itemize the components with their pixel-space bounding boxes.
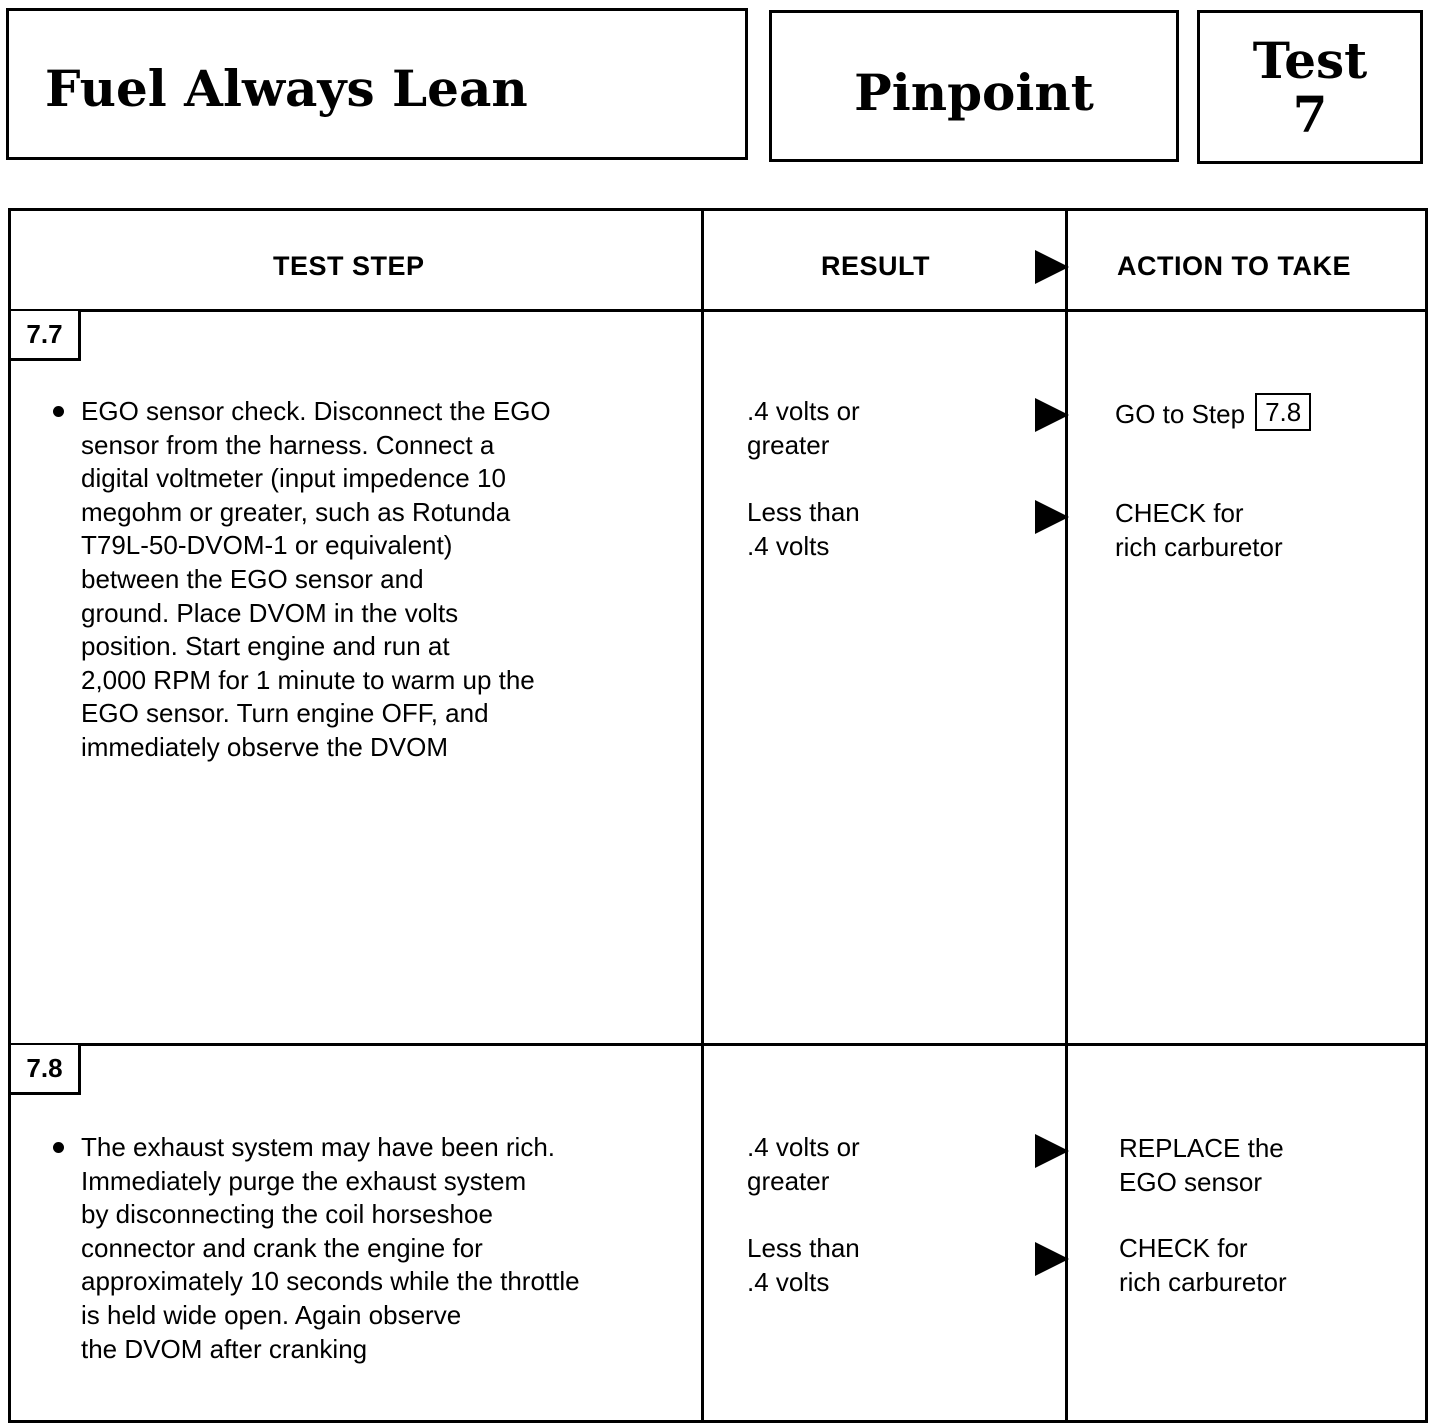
step-number: 7.8 bbox=[11, 1045, 81, 1095]
arrow-icon bbox=[1035, 1134, 1069, 1168]
arrow-icon bbox=[1035, 1242, 1069, 1276]
result-text: .4 volts or greater bbox=[747, 396, 860, 460]
action-label: GO to Step bbox=[1115, 399, 1246, 429]
action-text bbox=[1115, 395, 1311, 433]
action-text: CHECK for rich carburetor bbox=[1119, 1233, 1287, 1297]
section-box bbox=[769, 10, 1179, 162]
column-header-test-step: TEST STEP bbox=[273, 251, 425, 281]
result-text: Less than .4 volts bbox=[747, 497, 860, 561]
test-label: Test bbox=[1252, 31, 1368, 90]
column-divider bbox=[701, 211, 704, 1420]
header-row-divider bbox=[11, 309, 1425, 312]
step-description: EGO sensor check. Disconnect the EGO sensor from the harness. Connect a digital voltmeter (input impedence 10 megohm or greater, such as Rotunda T79L-50-DVOM-1 or equivalent) between the EGO sensor and ground. Place DVOM in the volts position. Start engine and run at 2,000 RPM for 1 minute to warm up the EGO sensor. Turn engine OFF, and immediately observe the DVOM bbox=[81, 396, 551, 762]
arrow-icon bbox=[1035, 398, 1069, 432]
test-number-box bbox=[1197, 10, 1423, 164]
arrow-icon bbox=[1035, 250, 1069, 284]
section-title: Pinpoint bbox=[854, 63, 1094, 122]
step-description: The exhaust system may have been rich. Immediately purge the exhaust system by disconnecting the coil horseshoe connector and crank the engine for approximately 10 seconds while the throttle is held wide open. Again observe the DVOM after cranking bbox=[81, 1132, 580, 1364]
title-box bbox=[6, 8, 748, 160]
result-text: .4 volts or greater bbox=[747, 1132, 860, 1196]
column-header-action: ACTION TO TAKE bbox=[1117, 251, 1351, 281]
action-text: CHECK for rich carburetor bbox=[1115, 498, 1283, 562]
column-header-result: RESULT bbox=[821, 251, 930, 281]
step-number: 7.7 bbox=[11, 311, 81, 361]
step-reference-link[interactable]: 7.8 bbox=[1255, 393, 1311, 431]
page-title: Fuel Always Lean bbox=[45, 59, 528, 118]
test-number: 7 bbox=[1292, 85, 1328, 144]
pinpoint-test-table bbox=[8, 208, 1428, 1423]
step-row-divider bbox=[11, 1043, 1425, 1046]
arrow-icon bbox=[1035, 500, 1069, 534]
result-text: Less than .4 volts bbox=[747, 1233, 860, 1297]
bullet-icon bbox=[53, 1142, 64, 1153]
column-divider bbox=[1065, 211, 1068, 1420]
action-text: REPLACE the EGO sensor bbox=[1119, 1133, 1284, 1197]
bullet-icon bbox=[53, 406, 64, 417]
